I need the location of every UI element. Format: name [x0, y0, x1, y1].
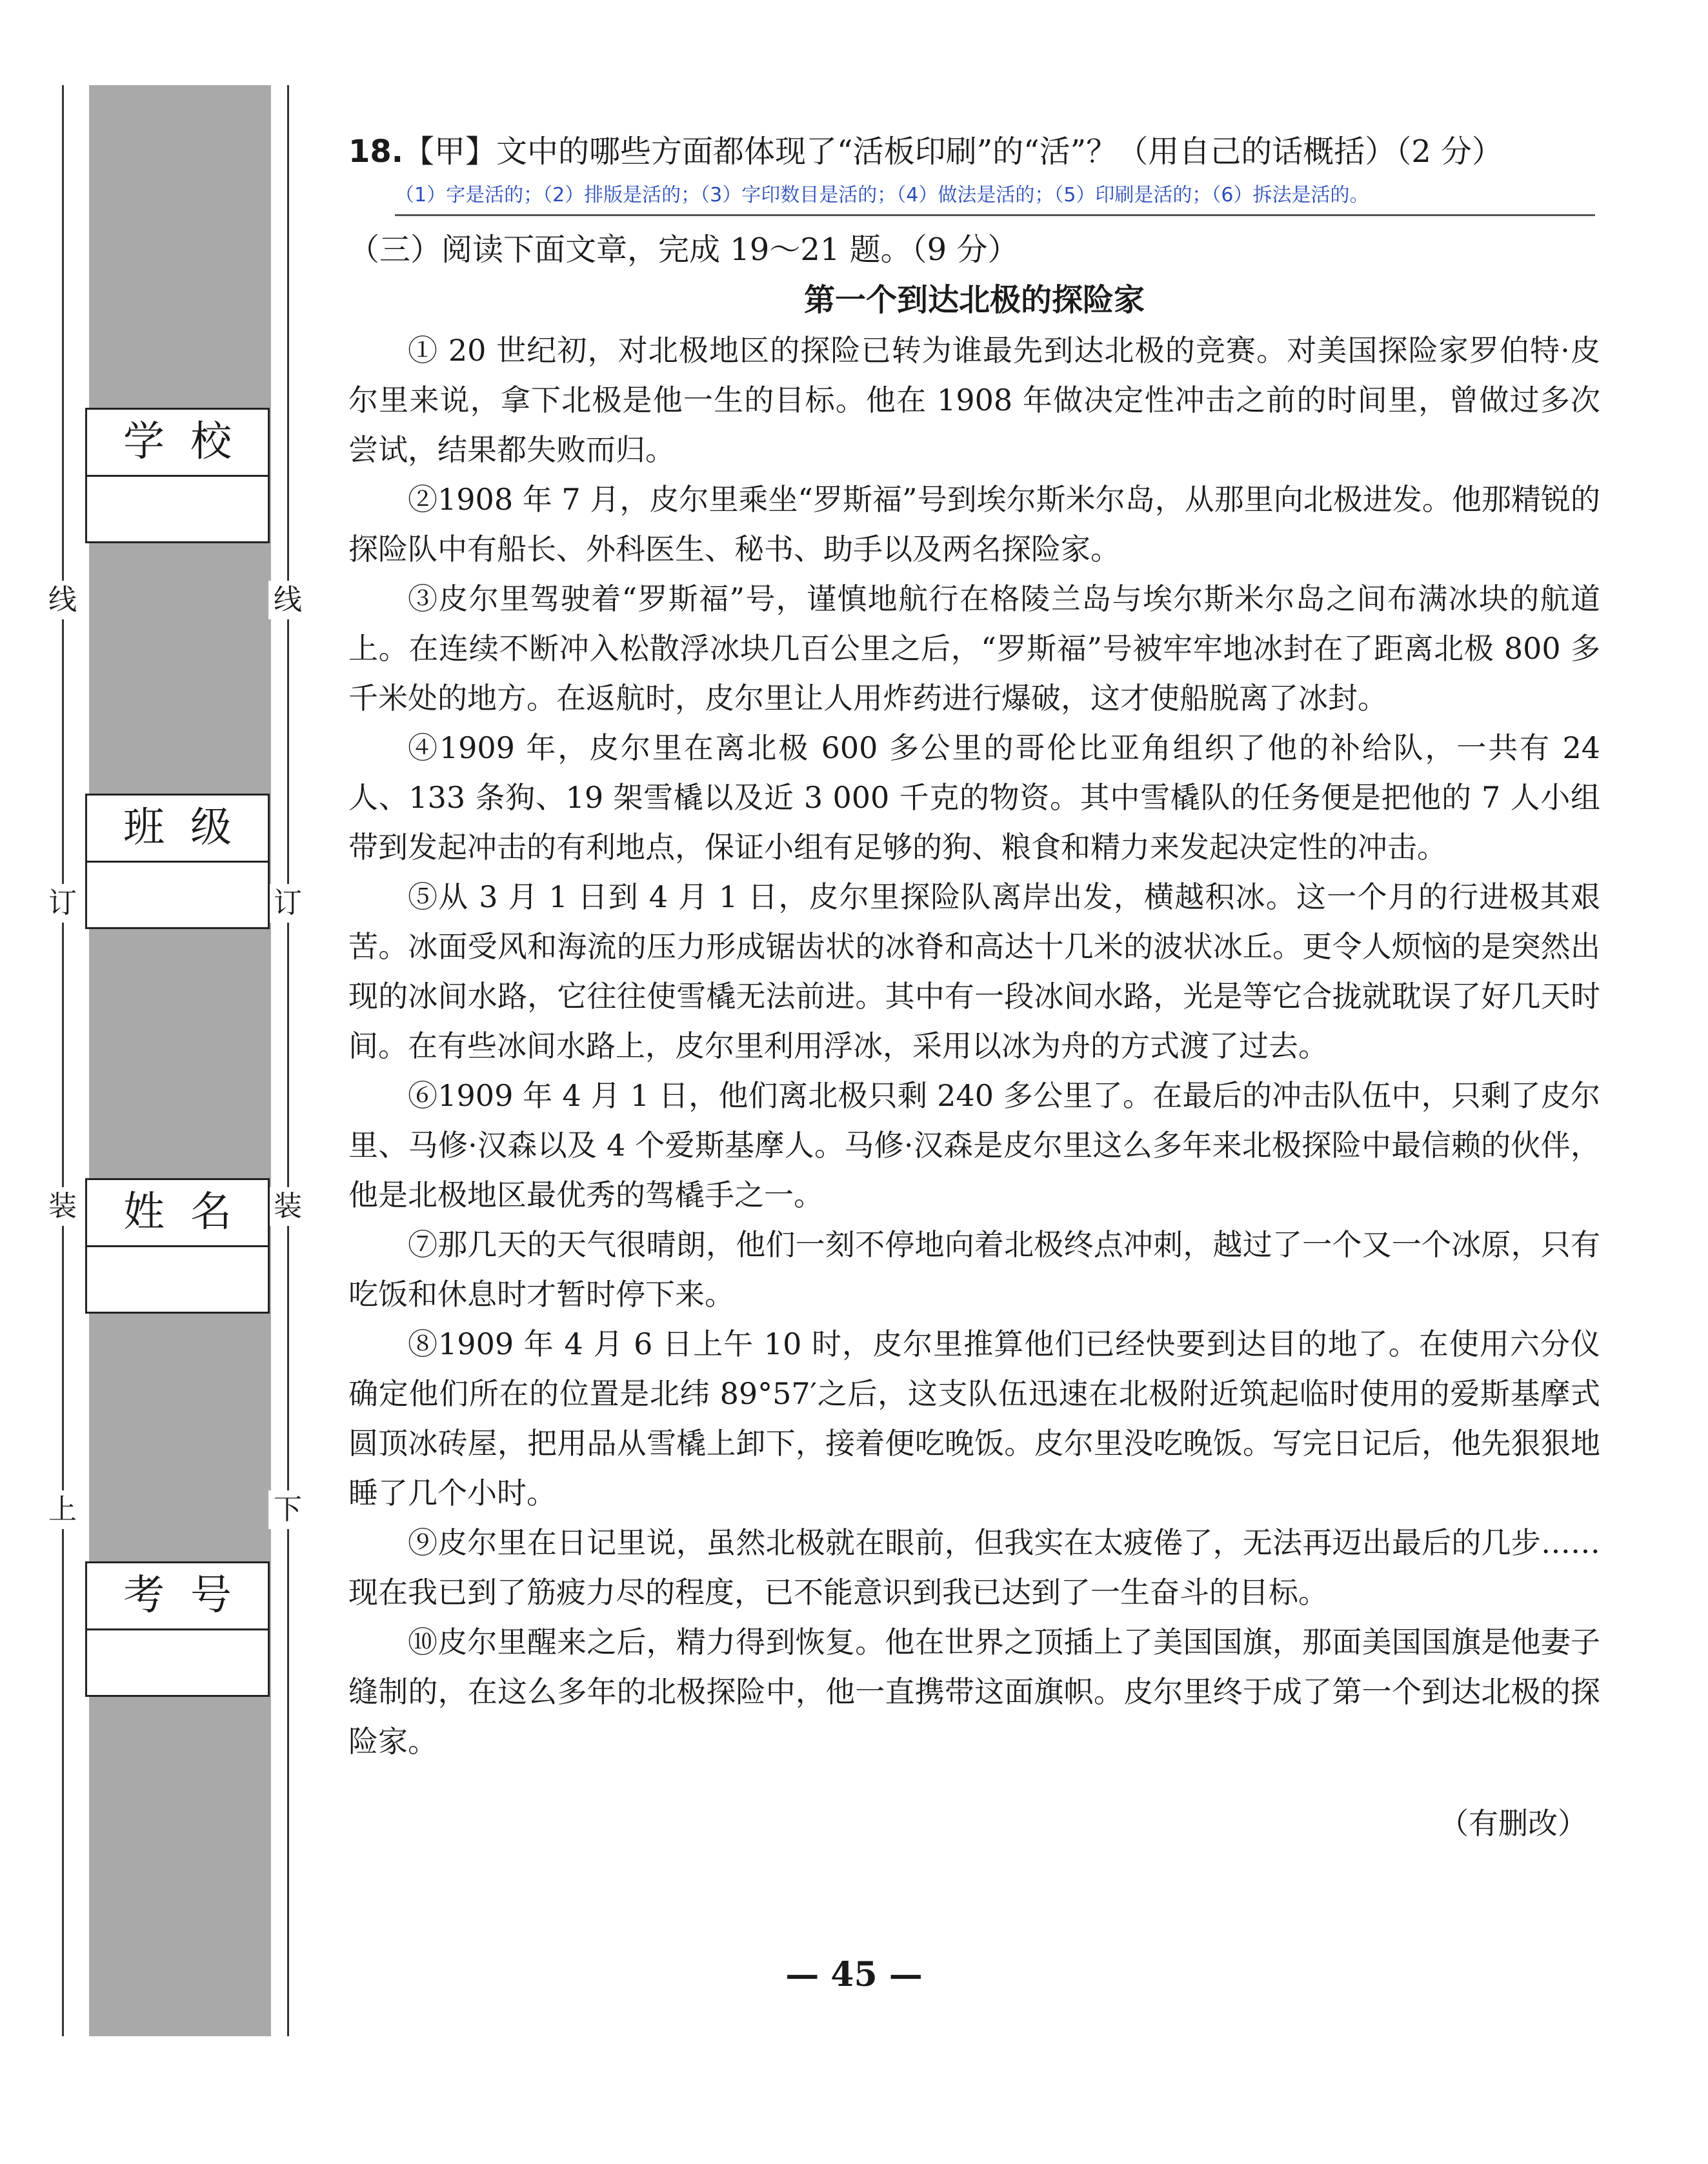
question-18-text: 【甲】文中的哪些方面都体现了“活板印刷”的“活”？（用自己的话概括）（2 分）	[403, 134, 1503, 170]
article-paragraph-8: ⑧1909 年 4 月 6 日上午 10 时，皮尔里推算他们已经快要到达目的地了。在使用六分仪确定他们所在的位置是北纬 89°57′之后，这支队伍迅速在北极附近筑起临时使用的爱斯基摩式圆顶冰砖屋，把用品从雪橇上卸下，接着便吃晚饭。皮尔里没吃晚饭。写完日记后，他先狠狠地睡了几个小时。	[348, 1327, 1600, 1510]
article-paragraph-7: ⑦那几天的天气很晴朗，他们一刻不停地向着北极终点冲刺，越过了一个又一个冰原，只有吃饭和休息时才暂时停下来。	[348, 1227, 1600, 1312]
binding-mark-left-2: 订	[43, 884, 82, 923]
binding-mark-left-3: 装	[43, 1187, 82, 1226]
exam-number-label: 考号	[87, 1563, 268, 1630]
binding-margin	[89, 85, 271, 2036]
article-paragraph-3: ③皮尔里驾驶着“罗斯福”号，谨慎地航行在格陵兰岛与埃尔斯米尔岛之间布满冰块的航道上。在连续不断冲入松散浮冰块几百公里之后，“罗斯福”号被牢牢地冰封在了距离北极 800 多千米处的地方。在返航时，皮尔里让人用炸药进行爆破，这才使船脱离了冰封。	[348, 581, 1600, 716]
exam-number-field[interactable]	[87, 1630, 268, 1695]
binding-mark-right-3: 装	[268, 1187, 307, 1226]
exam-number-box	[85, 1561, 270, 1697]
article-paragraph-4: ④1909 年，皮尔里在离北极 600 多公里的哥伦比亚角组织了他的补给队，一共有 24 人、133 条狗、19 架雪橇以及近 3 000 千克的物资。其中雪橇队的任务便是把他的 7 人小组带到发起冲击的有利地点，保证小组有足够的狗、粮食和精力来发起决定性的冲击。	[348, 730, 1600, 865]
binding-mark-right-1: 线	[268, 581, 307, 619]
article-paragraph-5: ⑤从 3 月 1 日到 4 月 1 日，皮尔里探险队离岸出发，横越积冰。这一个月的行进极其艰苦。冰面受风和海流的压力形成锯齿状的冰脊和高达十几米的波状冰丘。更令人烦恼的是突然出现的冰间水路，它往往使雪橇无法前进。其中有一段冰间水路，光是等它合拢就耽误了好几天时间。在有些冰间水路上，皮尔里利用浮冰，采用以冰为舟的方式渡了过去。	[348, 879, 1600, 1063]
article-paragraph-6: ⑥1909 年 4 月 1 日，他们离北极只剩 240 多公里了。在最后的冲击队伍中，只剩了皮尔里、马修·汉森以及 4 个爱斯基摩人。马修·汉森是皮尔里这么多年来北极探险中最信赖的伙伴，他是北极地区最优秀的驾橇手之一。	[348, 1078, 1600, 1212]
question-18	[348, 129, 1600, 174]
school-field[interactable]	[87, 477, 268, 541]
name-label: 姓名	[87, 1180, 268, 1247]
name-field[interactable]	[87, 1247, 268, 1312]
binding-mark-left-4: 上	[43, 1490, 82, 1529]
school-box	[85, 408, 270, 543]
class-box	[85, 794, 270, 929]
article-paragraph-10: ⑩皮尔里醒来之后，精力得到恢复。他在世界之顶插上了美国国旗，那面美国国旗是他妻子缝制的，在这么多年的北极探险中，他一直携带这面旗帜。皮尔里终于成了第一个到达北极的探险家。	[348, 1625, 1600, 1759]
binding-mark-right-2: 订	[268, 884, 307, 923]
name-box	[85, 1178, 270, 1314]
question-18-number: 18.	[348, 134, 404, 170]
class-label: 班级	[87, 796, 268, 863]
article-title: 第一个到达北极的探险家	[803, 282, 1145, 318]
section-heading: （三）阅读下面文章，完成 19～21 题。（9 分）	[348, 232, 1019, 268]
page-number: — 45 —	[785, 1955, 923, 1994]
binding-mark-right-4: 下	[268, 1490, 307, 1529]
binding-line-left	[62, 85, 64, 2036]
question-18-answer: （1）字是活的；（2）排版是活的；（3）字印数目是活的；（4）做法是活的；（5）印刷是活的；（6）拆法是活的。	[395, 181, 1595, 216]
page-content	[348, 129, 1600, 1848]
article-paragraph-2: ②1908 年 7 月，皮尔里乘坐“罗斯福”号到埃尔斯米尔岛，从那里向北极进发。他那精锐的探险队中有船长、外科医生、秘书、助手以及两名探险家。	[348, 482, 1600, 566]
class-field[interactable]	[87, 863, 268, 927]
binding-line-right	[287, 85, 289, 2036]
school-label: 学校	[87, 410, 268, 477]
binding-mark-left-1: 线	[43, 581, 82, 619]
article-paragraph-9: ⑨皮尔里在日记里说，虽然北极就在眼前，但我实在太疲倦了，无法再迈出最后的几步……现在我已到了筋疲力尽的程度，已不能意识到我已达到了一生奋斗的目标。	[348, 1525, 1600, 1610]
article-paragraph-1: ① 20 世纪初，对北极地区的探险已转为谁最先到达北极的竞赛。对美国探险家罗伯特·皮尔里来说，拿下北极是他一生的目标。他在 1908 年做决定性冲击之前的时间里，曾做过多次尝试，结果都失败而归。	[348, 333, 1600, 467]
article-source-note: （有删改）	[1439, 1806, 1587, 1841]
